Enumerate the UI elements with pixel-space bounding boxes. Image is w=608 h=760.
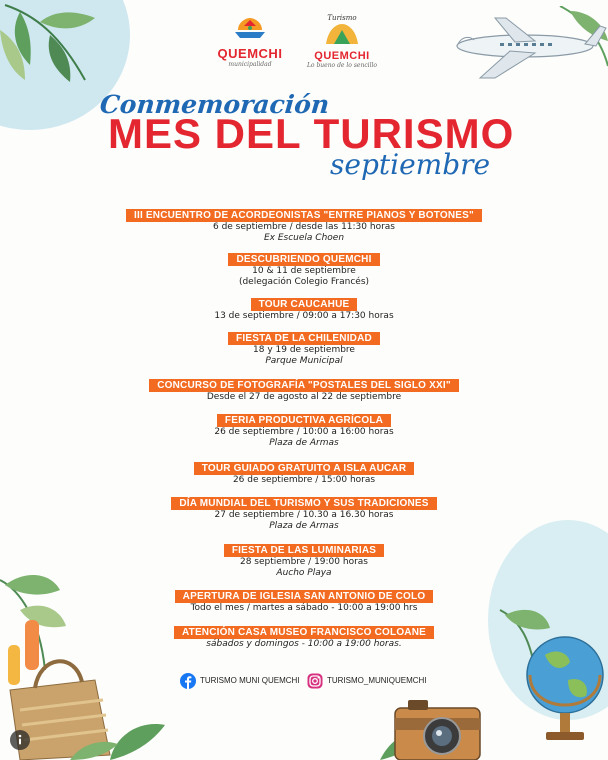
- event-detail: 28 septiembre / 19:00 horas: [239, 557, 368, 567]
- event-item: [0, 373, 608, 403]
- event-detail: 6 de septiembre / desde las 11:30 horas: [212, 222, 395, 232]
- municipality-logo: [212, 16, 288, 68]
- event-location: Aucho Playa: [276, 568, 332, 578]
- event-location: Parque Municipal: [265, 356, 343, 366]
- event-item: [0, 456, 608, 486]
- municipality-logo-name: QUEMCHI: [217, 46, 283, 61]
- quemchi-emblem-icon: [230, 16, 270, 42]
- instagram-label: TURISMO_MUNIQUEMCHI: [327, 676, 427, 685]
- event-title: FERIA PRODUCTIVA AGRÍCOLA: [217, 414, 391, 427]
- instagram-icon: [307, 673, 323, 689]
- tourism-logo-name: QUEMCHI: [314, 50, 370, 62]
- event-location: Plaza de Armas: [269, 438, 339, 448]
- event-title: FIESTA DE LA CHILENIDAD: [228, 332, 380, 345]
- event-item: [0, 247, 608, 288]
- event-title: TOUR CAUCAHUE: [251, 298, 358, 311]
- event-item: [0, 292, 608, 322]
- info-button[interactable]: [10, 730, 30, 750]
- event-title: ATENCIÓN CASA MUSEO FRANCISCO COLOANE: [174, 626, 434, 639]
- facebook-label: TURISMO MUNI QUEMCHI: [200, 676, 300, 685]
- tourism-emblem-icon: [322, 22, 362, 46]
- instagram-link[interactable]: [307, 672, 427, 690]
- event-title: TOUR GUIADO GRATUITO A ISLA AUCAR: [194, 462, 415, 475]
- event-title: DESCUBRIENDO QUEMCHI: [228, 253, 379, 266]
- event-detail: sábados y domingos - 10:00 a 19:00 horas.: [206, 639, 402, 649]
- event-title: FIESTA DE LAS LUMINARIAS: [224, 544, 384, 557]
- event-detail: 26 de septiembre / 15:00 horas: [232, 475, 376, 485]
- event-detail: 26 de septiembre / 10:00 a 16:00 horas: [214, 427, 394, 437]
- event-item: [0, 326, 608, 367]
- event-title: CONCURSO DE FOTOGRAFÍA "POSTALES DEL SIGLO XXI": [149, 379, 459, 392]
- event-location: Ex Escuela Choen: [263, 233, 345, 243]
- event-detail: Desde el 27 de agosto al 22 de septiembre: [206, 392, 402, 402]
- municipality-logo-subtitle: municipalidad: [228, 61, 272, 68]
- event-location: (delegación Colegio Francés): [238, 277, 370, 287]
- event-title: APERTURA DE IGLESIA SAN ANTONIO DE COLO: [175, 590, 434, 603]
- facebook-icon: [180, 673, 196, 689]
- tourism-logo: [306, 14, 378, 69]
- headline-month: septiembre: [330, 148, 491, 181]
- event-item: [0, 203, 608, 244]
- event-item: [0, 408, 608, 449]
- headline-top: Conmemoración: [98, 90, 331, 119]
- event-detail: 27 de septiembre / 10.30 a 16.30 horas: [214, 510, 394, 520]
- event-detail: 10 & 11 de septiembre: [252, 266, 356, 276]
- event-item: [0, 491, 608, 532]
- event-title: DÍA MUNDIAL DEL TURISMO Y SUS TRADICIONES: [171, 497, 436, 510]
- tourism-logo-top: Turismo: [327, 14, 357, 22]
- camera-icon: [380, 690, 490, 760]
- event-title: III ENCUENTRO DE ACORDEONISTAS "ENTRE PIANOS Y BOTONES": [126, 209, 482, 222]
- event-location: Plaza de Armas: [269, 521, 339, 531]
- facebook-link[interactable]: [180, 672, 300, 690]
- event-detail: 13 de septiembre / 09:00 a 17:30 horas: [214, 311, 394, 321]
- event-detail: 18 y 19 de septiembre: [253, 345, 355, 355]
- event-detail: Todo el mes / martes a sábado - 10:00 a 19:00 hrs: [190, 603, 418, 613]
- tourism-logo-subtitle: Lo bueno de lo sencillo: [306, 62, 378, 69]
- globe-icon: [490, 600, 608, 760]
- logo-bar: [0, 14, 608, 74]
- info-icon: [10, 730, 30, 750]
- headline-main: MES DEL TURISMO: [108, 110, 515, 157]
